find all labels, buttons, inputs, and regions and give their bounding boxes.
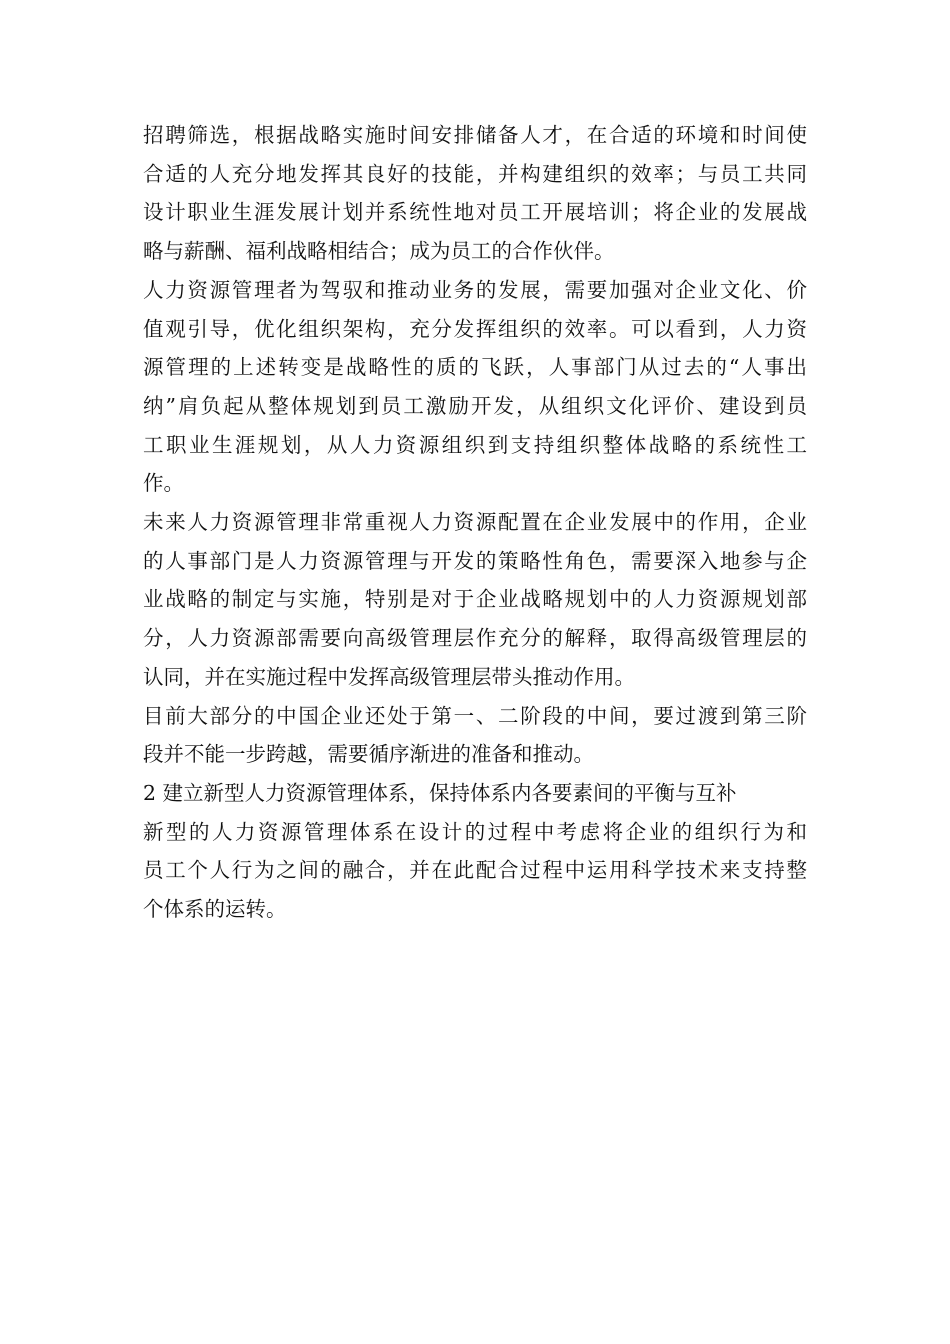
heading-line: 2 建立新型人力资源管理体系，保持体系内各要素间的平衡与互补	[143, 780, 737, 805]
text-line: 人力资源管理者为驾驭和推动业务的发展，需要加强对企业文化、价	[143, 277, 807, 302]
text-line: 未来人力资源管理非常重视人力资源配置在企业发展中的作用，企业	[143, 510, 807, 535]
document-body	[143, 116, 807, 929]
text-line: 合适的人充分地发挥其良好的技能，并构建组织的效率；与员工共同	[143, 161, 807, 186]
text-line: 作。	[143, 471, 184, 496]
section-heading	[143, 774, 807, 813]
text-line: 业战略的制定与实施，特别是对于企业战略规划中的人力资源规划部	[143, 587, 807, 612]
text-line: 新型的人力资源管理体系在设计的过程中考虑将企业的组织行为和	[143, 819, 807, 844]
paragraph-future-hr	[143, 503, 807, 697]
text-line: 设计职业生涯发展计划并系统性地对员工开展培训；将企业的发展战	[143, 200, 807, 225]
text-line: 的人事部门是人力资源管理与开发的策略性角色，需要深入地参与企	[143, 548, 807, 573]
text-line: 值观引导，优化组织架构，充分发挥组织的效率。可以看到，人力资	[143, 316, 807, 341]
text-line: 目前大部分的中国企业还处于第一、二阶段的中间，要过渡到第三阶	[143, 703, 807, 728]
text-line: 招聘筛选，根据战略实施时间安排储备人才，在合适的环境和时间使	[143, 123, 807, 147]
text-line: 认同，并在实施过程中发挥高级管理层带头推动作用。	[143, 664, 635, 689]
paragraph-hr-manager-role	[143, 271, 807, 503]
paragraph-current-stage	[143, 697, 807, 774]
text-line: 员工个人行为之间的融合，并在此配合过程中运用科学技术来支持整	[143, 858, 807, 883]
paragraph-new-hr-system	[143, 813, 807, 929]
text-line: 个体系的运转。	[143, 897, 287, 922]
paragraph-hr-strategy-tasks	[143, 116, 807, 271]
text-line: 纳”肩负起从整体规划到员工激励开发，从组织文化评价、建设到员	[143, 393, 807, 418]
text-line: 工职业生涯规划，从人力资源组织到支持组织整体战略的系统性工	[143, 432, 807, 457]
text-line: 源管理的上述转变是战略性的质的飞跃，人事部门从过去的“人事出	[143, 355, 807, 380]
text-line: 段并不能一步跨越，需要循序渐进的准备和推动。	[143, 742, 594, 767]
text-line: 分，人力资源部需要向高级管理层作充分的解释，取得高级管理层的	[143, 626, 807, 651]
text-line: 略与薪酬、福利战略相结合；成为员工的合作伙伴。	[143, 239, 615, 264]
